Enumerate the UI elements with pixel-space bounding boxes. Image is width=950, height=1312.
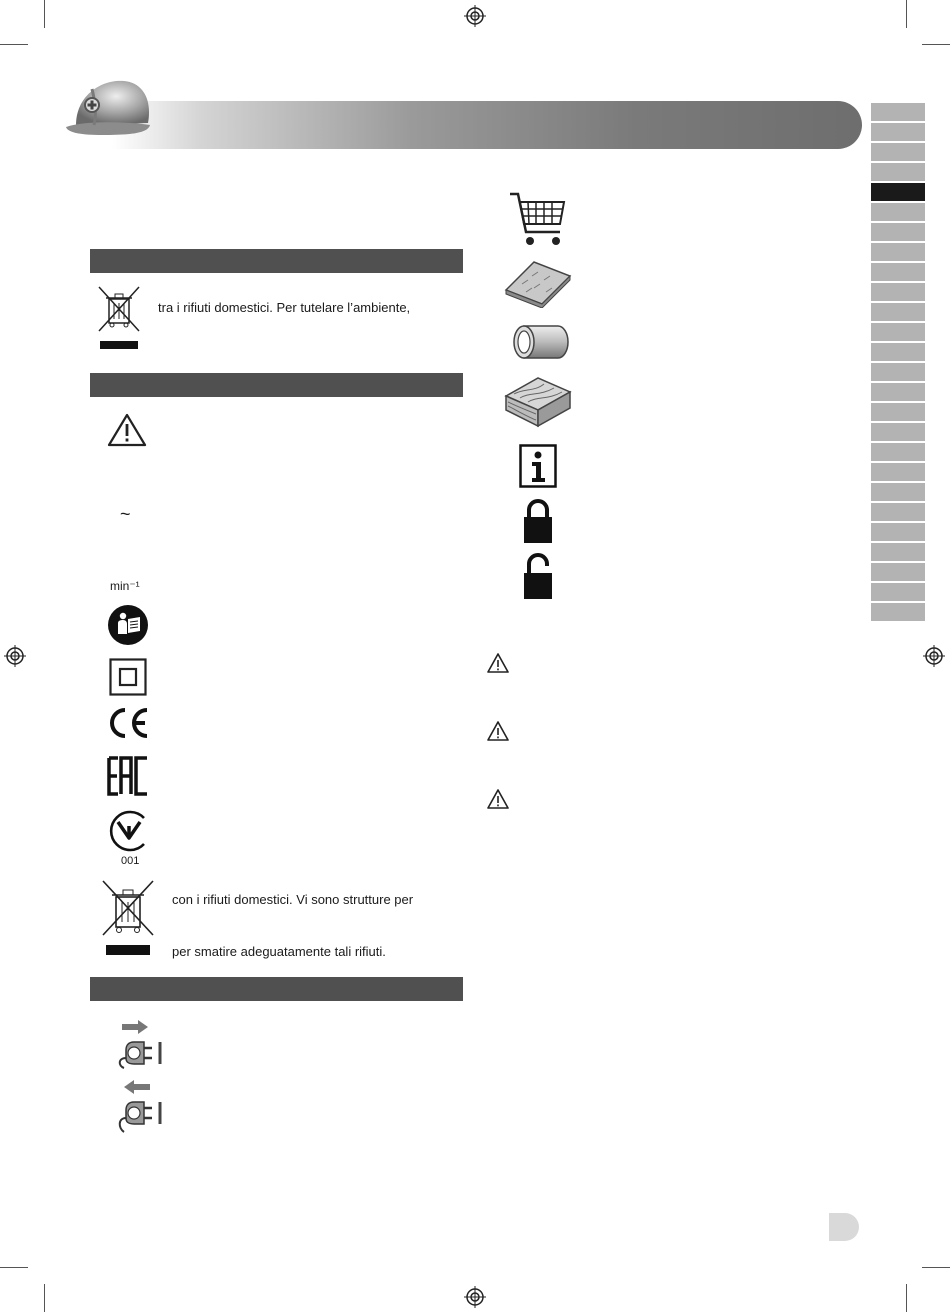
chapter-tab — [871, 423, 925, 441]
chapter-tab — [871, 163, 925, 181]
warning-triangle-icon — [486, 652, 510, 674]
speed-unit: min⁻¹ — [110, 579, 140, 593]
read-manual-icon — [107, 604, 149, 646]
shopping-cart-icon — [508, 190, 568, 248]
chapter-tab — [871, 503, 925, 521]
crop-mark — [922, 1267, 950, 1268]
page-number-tab — [829, 1213, 859, 1241]
chapter-tab — [871, 143, 925, 161]
registration-mark-icon — [923, 645, 945, 667]
weee-text-line: con i rifiuti domestici. Vi sono strutture per — [172, 892, 414, 907]
warning-triangle-icon — [486, 720, 510, 742]
chapter-tab — [871, 583, 925, 601]
warning-triangle-icon — [486, 788, 510, 810]
ce-mark-icon — [106, 706, 150, 740]
crossed-bin-icon — [96, 285, 142, 351]
alternating-current-icon: ~ — [120, 504, 131, 524]
chapter-tab-active — [871, 183, 925, 201]
chapter-tab — [871, 243, 925, 261]
chapter-tab — [871, 323, 925, 341]
information-icon — [519, 444, 557, 488]
registration-mark-icon — [464, 5, 486, 27]
chapter-tab — [871, 443, 925, 461]
crop-mark — [0, 44, 28, 45]
section-bar-symbols — [90, 373, 463, 397]
crop-mark — [906, 0, 907, 28]
registration-mark-icon — [464, 1286, 486, 1308]
wood-block-icon — [504, 370, 572, 428]
weee-text: tra i rifiuti domestici. Per tutelare l’ambiente, — [158, 300, 411, 315]
section-bar-plug — [90, 977, 463, 1001]
banner-bar — [112, 101, 862, 149]
crop-mark — [44, 1284, 45, 1312]
crop-mark — [906, 1284, 907, 1312]
chapter-tab — [871, 403, 925, 421]
chapter-tab — [871, 463, 925, 481]
chapter-tab — [871, 383, 925, 401]
chapter-tab — [871, 303, 925, 321]
lock-icon — [521, 498, 555, 544]
registration-mark-icon — [4, 645, 26, 667]
chapter-tab — [871, 123, 925, 141]
safety-helmet-icon — [62, 75, 154, 149]
chapter-tab — [871, 483, 925, 501]
chapter-tab — [871, 543, 925, 561]
double-insulation-icon — [109, 658, 147, 696]
crop-mark — [0, 1267, 28, 1268]
plug-in-icon — [114, 1018, 166, 1070]
metal-sheet-icon — [504, 258, 572, 308]
chapter-tab — [871, 563, 925, 581]
chapter-tab — [871, 223, 925, 241]
crop-mark — [922, 44, 950, 45]
chapter-tab — [871, 283, 925, 301]
ukrsepro-code: 001 — [121, 855, 140, 867]
section-bar-disposal — [90, 249, 463, 273]
chapter-tab — [871, 363, 925, 381]
chapter-banner — [62, 101, 862, 149]
warning-triangle-icon — [106, 412, 148, 448]
crossed-bin-icon — [100, 879, 156, 957]
unlock-icon — [521, 552, 555, 600]
chapter-tab — [871, 103, 925, 121]
ukrsepro-mark-icon — [106, 808, 152, 854]
pipe-icon — [510, 320, 570, 364]
crop-mark — [44, 0, 45, 28]
chapter-tab — [871, 203, 925, 221]
chapter-tab — [871, 523, 925, 541]
plug-out-icon — [114, 1078, 166, 1134]
chapter-tab — [871, 343, 925, 361]
eac-mark-icon — [106, 756, 150, 796]
chapter-tabs — [871, 103, 925, 623]
chapter-tab — [871, 603, 925, 621]
chapter-tab — [871, 263, 925, 281]
weee-text-line: per smatire adeguatamente tali rifiuti. — [172, 944, 386, 959]
